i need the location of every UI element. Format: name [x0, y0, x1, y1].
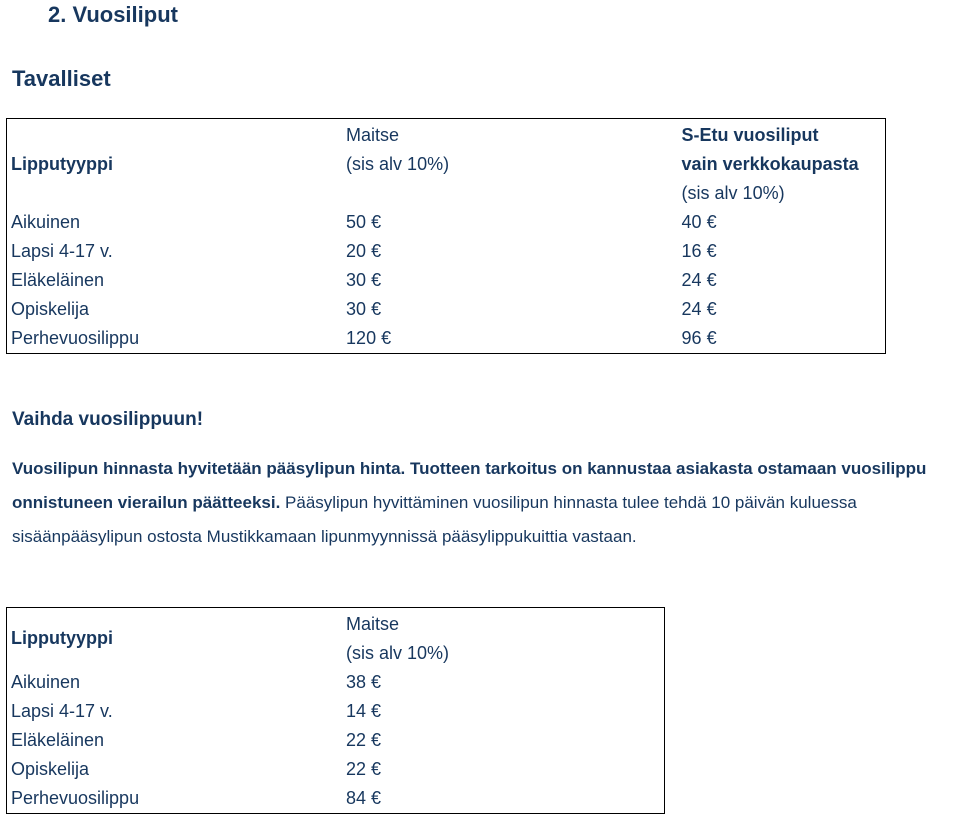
price-maitse: 20 € [346, 241, 382, 261]
price-maitse: 22 € [346, 730, 382, 750]
header-setu [678, 119, 886, 209]
header-maitse-vat: (sis alv 10%) [346, 154, 450, 174]
price-maitse: 22 € [346, 759, 382, 779]
price-setu: 16 € [681, 241, 717, 261]
ticket-type: Opiskelija [11, 299, 90, 319]
ticket-type: Eläkeläinen [11, 270, 105, 290]
exchange-info-paragraph [12, 452, 958, 554]
header-maitse [342, 608, 665, 669]
table-row [7, 266, 886, 295]
header-maitse-label: Maitse [346, 125, 400, 145]
header-setu-label: S-Etu vuosiliput [681, 125, 819, 145]
table-row [7, 237, 886, 266]
page-title: 2. Vuosiliput [48, 2, 178, 27]
ticket-type: Aikuinen [11, 212, 81, 232]
header-setu-vat: (sis alv 10%) [681, 183, 785, 203]
price-maitse: 84 € [346, 788, 382, 808]
ticket-type: Perhevuosilippu [11, 328, 140, 348]
price-maitse: 30 € [346, 299, 382, 319]
section-title-tavalliset: Tavalliset [12, 66, 111, 91]
header-maitse-vat: (sis alv 10%) [346, 643, 450, 663]
table-row [7, 295, 886, 324]
change-heading: Vaihda vuosilippuun! [12, 409, 204, 430]
exchange-info-text: Pääsylipun hyvittäminen vuosilipun hinnasta tulee tehdä 10 päivän kuluessa sisäänpääsylipun ostosta Mustikkamaan lipunmyynnissä pääsylippukuittia vastaan. [12, 493, 857, 546]
ticket-type: Aikuinen [11, 672, 81, 692]
table-header-row [7, 119, 886, 209]
ticket-type: Perhevuosilippu [11, 788, 140, 808]
exchange-info-bold: Vuosilipun hinnasta hyvitetään pääsylipun hinta. Tuotteen tarkoitus on kannustaa asiakasta ostamaan vuosilippu onnistuneen vierailun päätteeksi. [12, 459, 927, 512]
price-setu: 24 € [681, 299, 717, 319]
price-maitse: 120 € [346, 328, 392, 348]
price-maitse: 14 € [346, 701, 382, 721]
table-row [7, 755, 665, 784]
table-row [7, 324, 886, 354]
table-row [7, 726, 665, 755]
price-maitse: 30 € [346, 270, 382, 290]
header-maitse [342, 119, 678, 209]
price-setu: 24 € [681, 270, 717, 290]
price-setu: 40 € [681, 212, 717, 232]
annual-ticket-price-table [6, 118, 886, 354]
table-row [7, 697, 665, 726]
table-row [7, 784, 665, 814]
price-maitse: 38 € [346, 672, 382, 692]
ticket-type: Opiskelija [11, 759, 90, 779]
ticket-type: Lapsi 4-17 v. [11, 701, 113, 721]
price-maitse: 50 € [346, 212, 382, 232]
table-header-row [7, 608, 665, 669]
header-lipputyyppi: Lipputyyppi [11, 628, 113, 648]
table-row [7, 208, 886, 237]
ticket-type: Eläkeläinen [11, 730, 105, 750]
price-setu: 96 € [681, 328, 717, 348]
header-setu-note: vain verkkokaupasta [681, 154, 859, 174]
header-lipputyyppi: Lipputyyppi [11, 154, 113, 174]
table-row [7, 668, 665, 697]
exchange-price-table [6, 607, 665, 814]
header-maitse-label: Maitse [346, 614, 400, 634]
ticket-type: Lapsi 4-17 v. [11, 241, 113, 261]
